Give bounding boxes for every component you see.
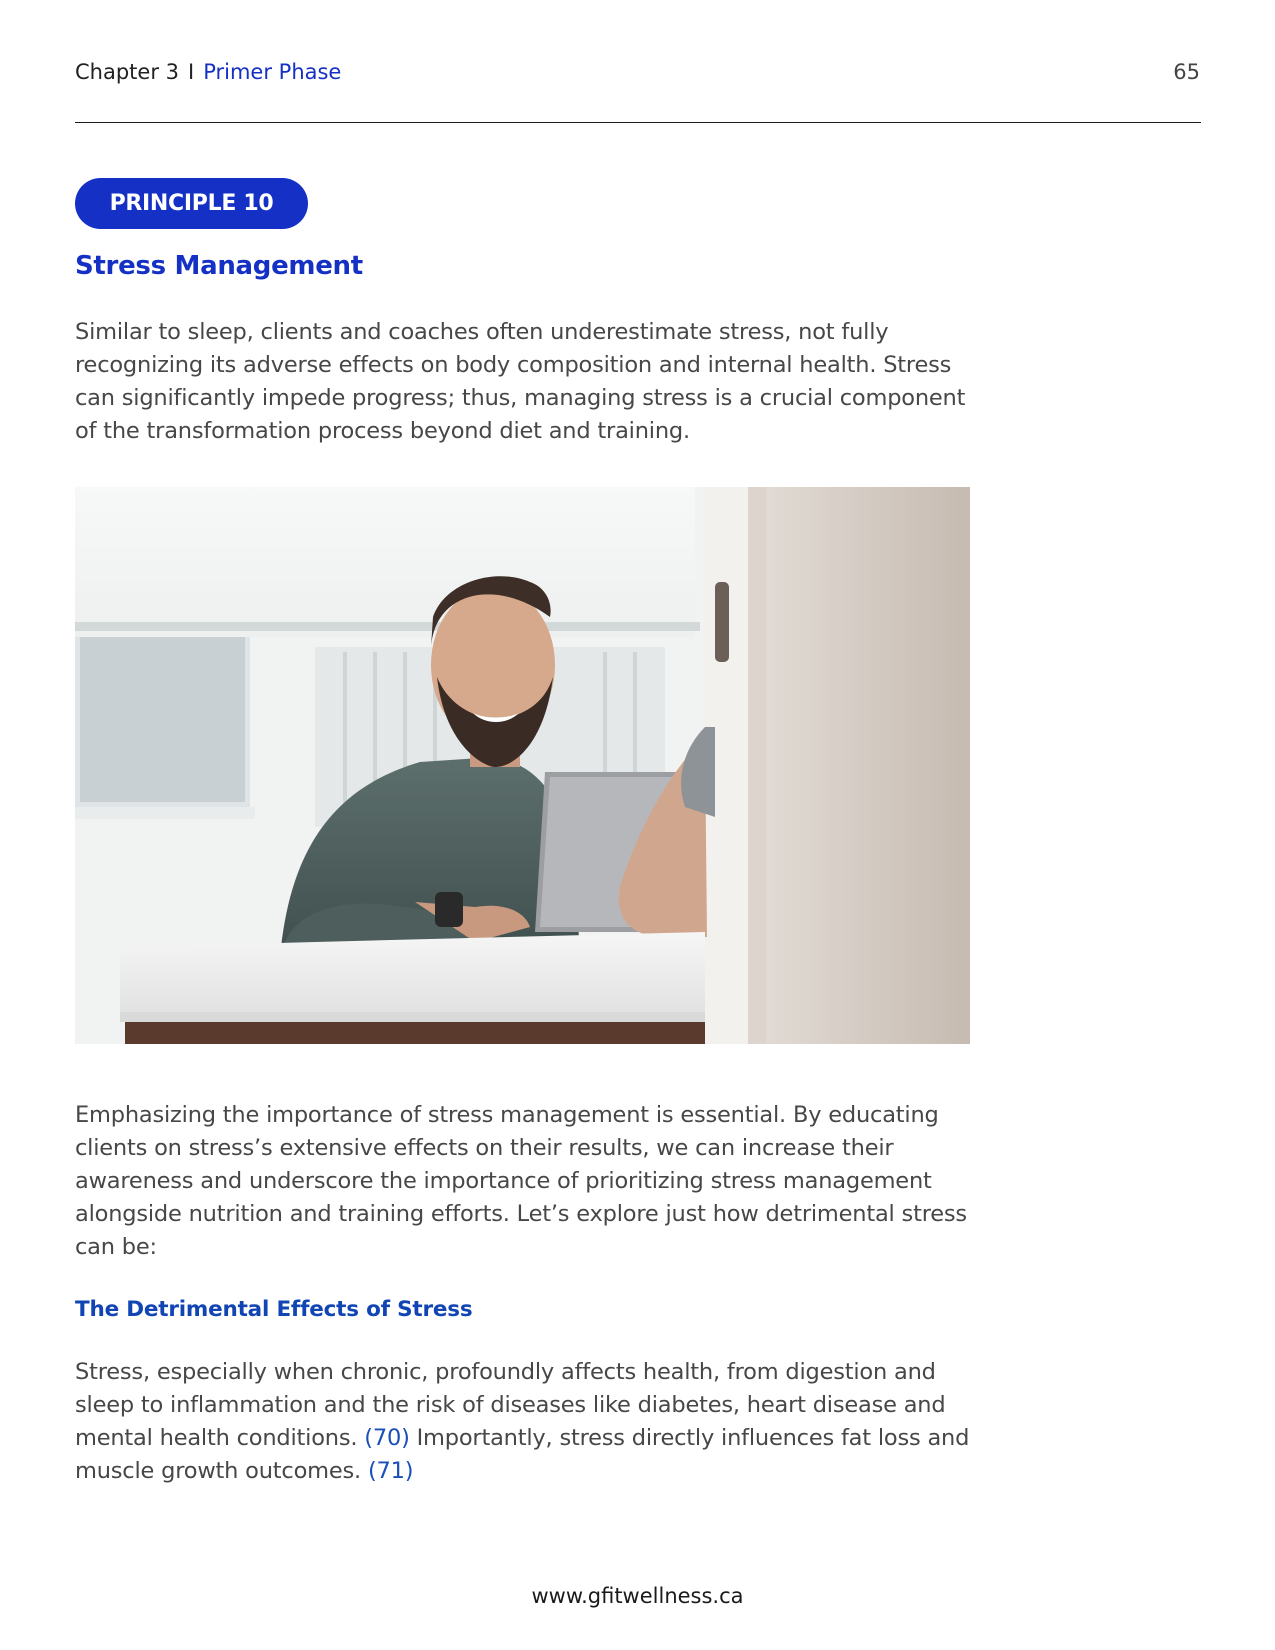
page-header — [75, 60, 1200, 90]
subheading: The Detrimental Effects of Stress — [75, 1297, 473, 1322]
photo-man-with-laptop — [75, 487, 970, 1044]
effects-paragraph — [75, 1356, 975, 1488]
chapter-breadcrumb — [75, 60, 341, 84]
citation-link-70[interactable]: (70) — [364, 1425, 410, 1451]
breadcrumb-separator: I — [188, 60, 195, 84]
effects-text-2: Importantly, stress directly influences fat loss and muscle growth outcomes. — [75, 1425, 970, 1484]
footer-website: www.gfitwellness.ca — [531, 1584, 744, 1608]
page-number: 65 — [1173, 60, 1200, 84]
intro-paragraph: Similar to sleep, clients and coaches often underestimate stress, not fully recognizing its adverse effects on body composition and internal health. Stress can significantly impede progress; thus, managing stress is a crucial component of the transformation process beyond diet and training. — [75, 319, 966, 444]
body-paragraph: Emphasizing the importance of stress management is essential. By educating clients on stress’s extensive effects on their results, we can increase their awareness and underscore the importance of prioritizing stress management alongside nutrition and training efforts. Let’s explore just how detrimental stress can be: — [75, 1102, 967, 1260]
header-divider — [75, 122, 1201, 123]
section-label: Primer Phase — [203, 60, 342, 84]
chapter-label: Chapter 3 — [75, 60, 179, 84]
section-title: Stress Management — [75, 251, 363, 281]
principle-badge: PRINCIPLE 10 — [75, 178, 308, 229]
effects-text-1: Stress, especially when chronic, profoundly affects health, from digestion and sleep to inflammation and the risk of diseases like diabetes, heart disease and mental health conditions. — [75, 1359, 946, 1451]
citation-link-71[interactable]: (71) — [367, 1458, 414, 1484]
